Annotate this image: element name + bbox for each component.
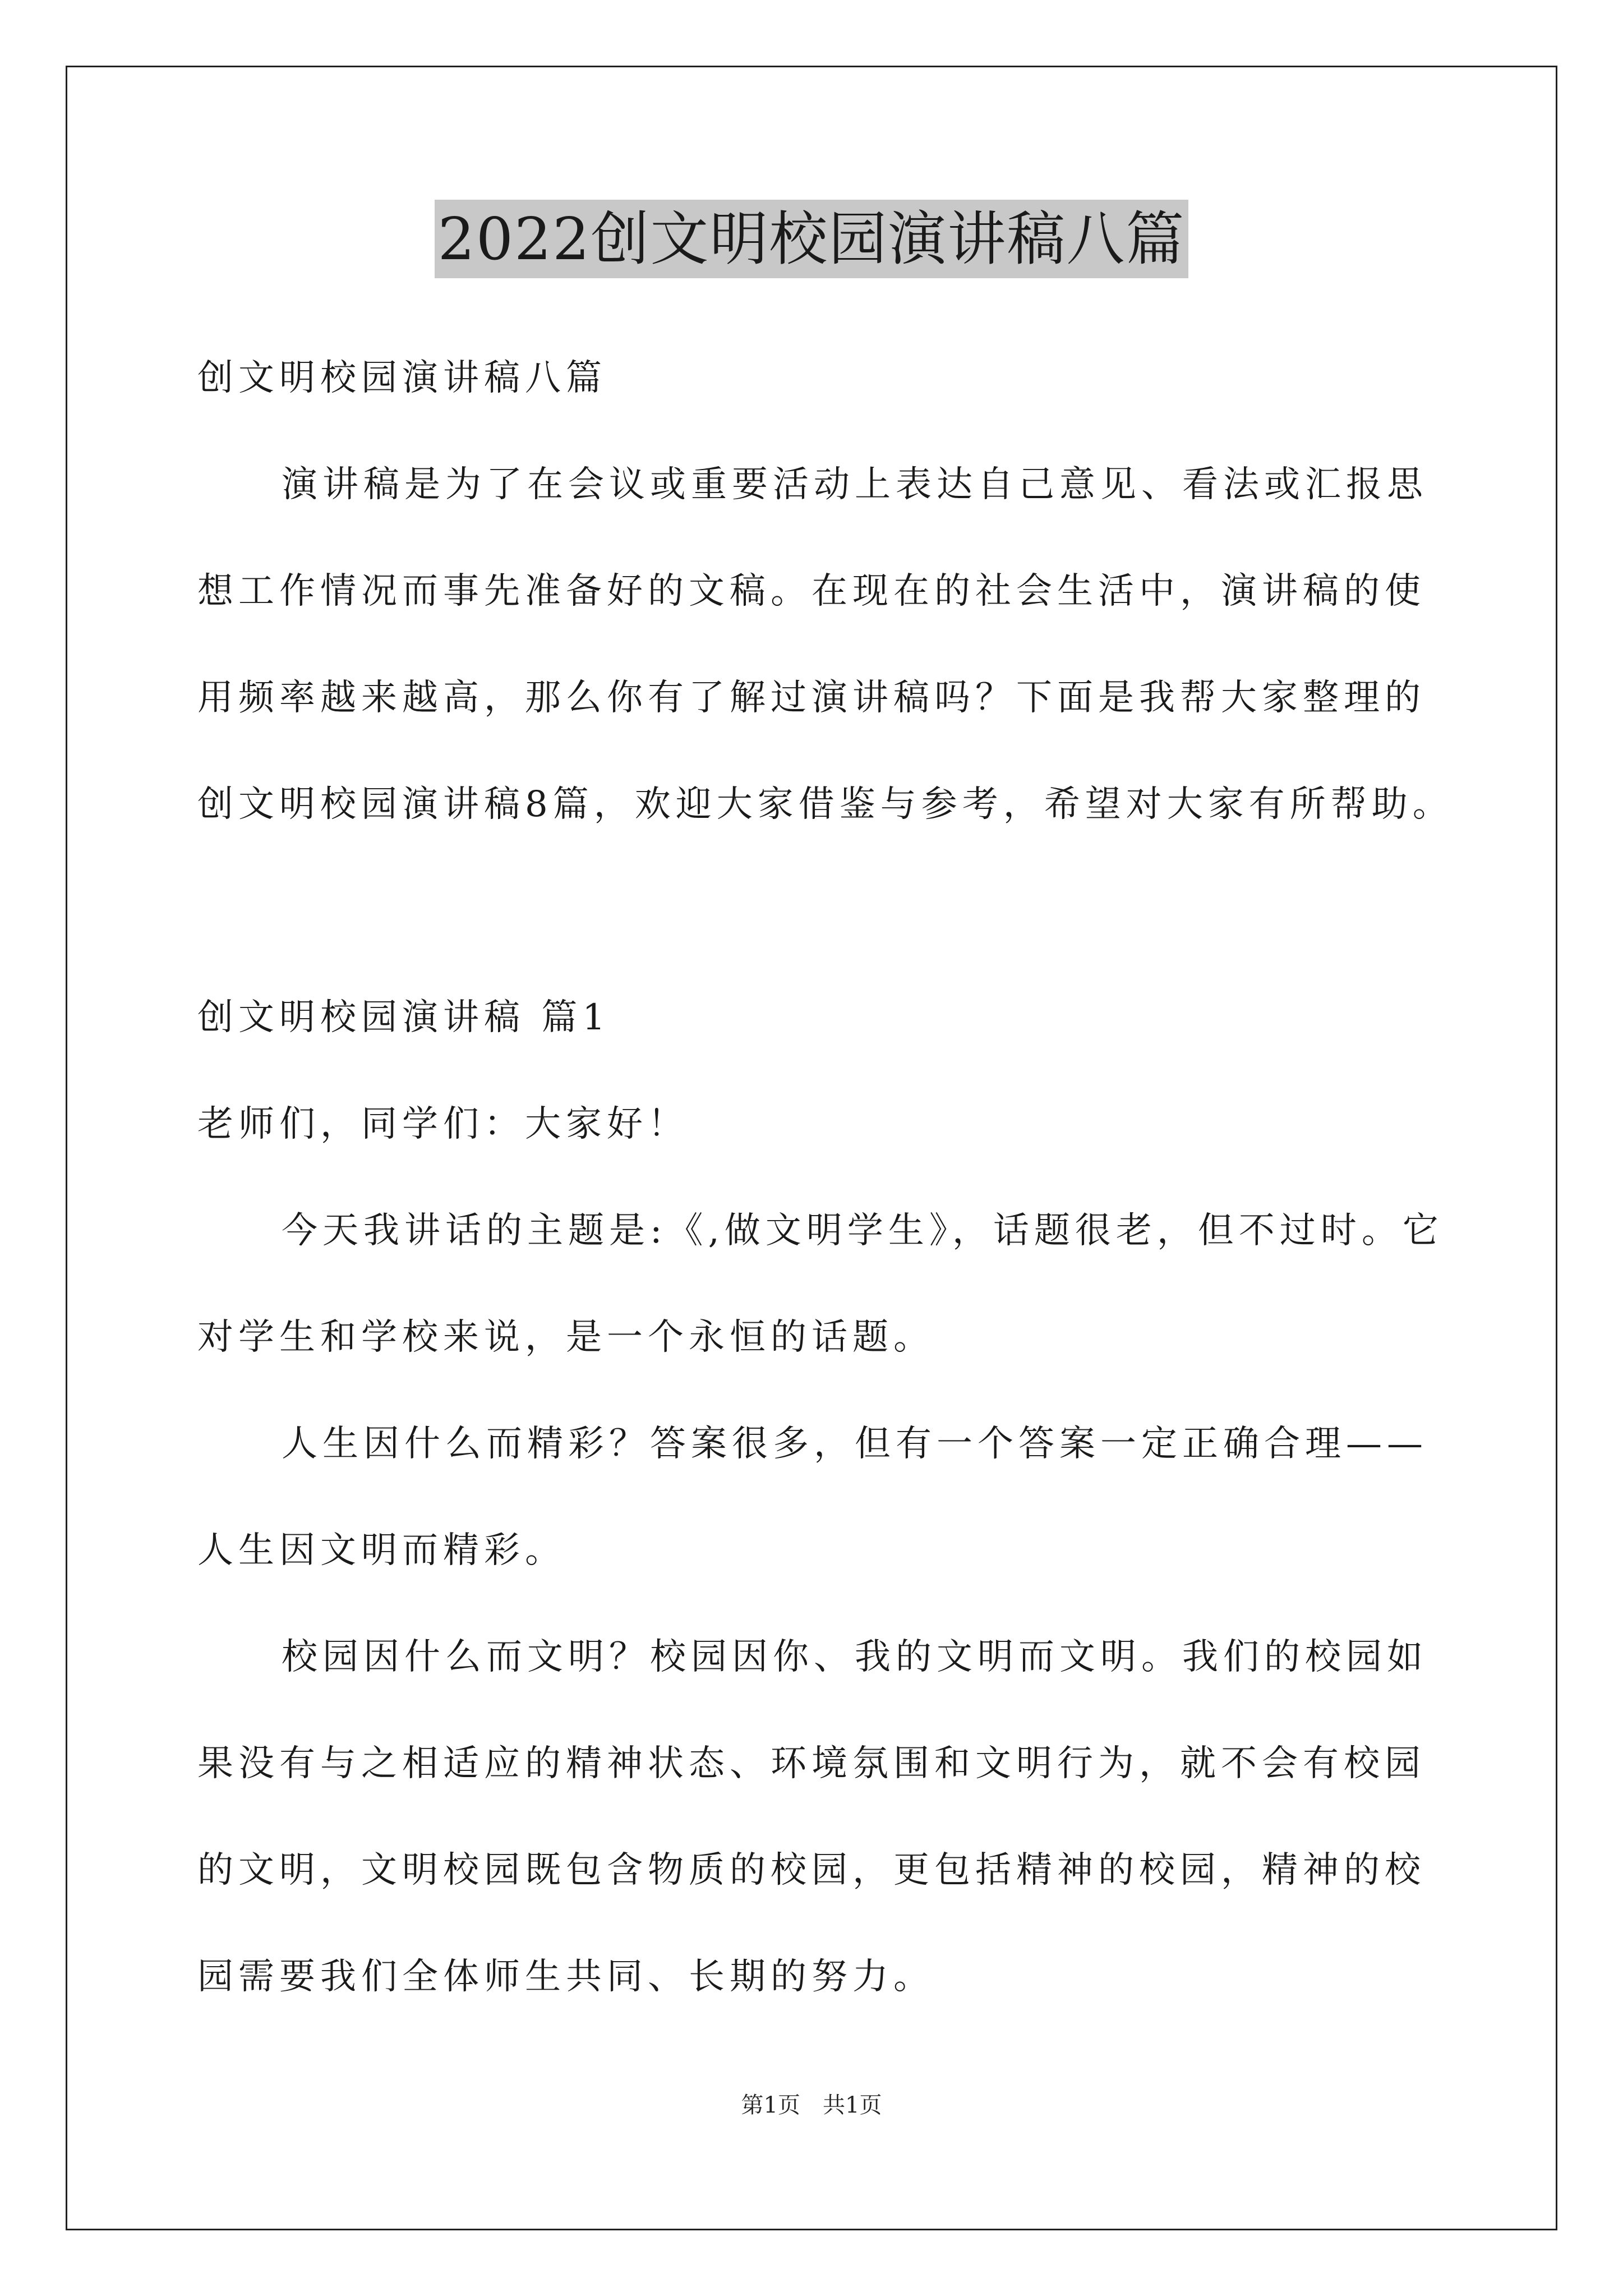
- document-title-text: 2022创文明校园演讲稿八篇: [435, 200, 1189, 278]
- intro-line-4: 创文明校园演讲稿8篇，欢迎大家借鉴与参考，希望对大家有所帮助。: [197, 784, 1454, 825]
- paragraph3-line-4: 园需要我们全体师生共同、长期的努力。: [197, 1956, 934, 1998]
- paragraph2-line-1: 人生因什么而精彩？答案很多，但有一个答案一定正确合理——: [282, 1423, 1428, 1465]
- section-heading: 创文明校园演讲稿 篇1: [197, 997, 611, 1038]
- greeting: 老师们，同学们：大家好！: [197, 1103, 689, 1145]
- paragraph3-line-2: 果没有与之相适应的精神状态、环境氛围和文明行为，就不会有校园: [197, 1743, 1426, 1784]
- paragraph2-line-2: 人生因文明而精彩。: [197, 1530, 566, 1571]
- paragraph1-line-2: 对学生和学校来说，是一个永恒的话题。: [197, 1317, 934, 1358]
- intro-line-2: 想工作情况而事先准备好的文稿。在现在的社会生活中，演讲稿的使: [197, 570, 1426, 612]
- paragraph3-line-3: 的文明，文明校园既包含物质的校园，更包括精神的校园，精神的校: [197, 1849, 1426, 1891]
- paragraph3-line-1: 校园因什么而文明？校园因你、我的文明而文明。我们的校园如: [282, 1636, 1428, 1678]
- page-footer: 第1页 共1页: [741, 2092, 882, 2118]
- intro-line-3: 用频率越来越高，那么你有了解过演讲稿吗？下面是我帮大家整理的: [197, 677, 1426, 719]
- subtitle: 创文明校园演讲稿八篇: [197, 357, 607, 399]
- intro-line-1: 演讲稿是为了在会议或重要活动上表达自己意见、看法或汇报思: [282, 464, 1428, 505]
- document-title: [0, 200, 1623, 278]
- paragraph1-line-1: 今天我讲话的主题是:《,做文明学生》，话题很老，但不过时。它: [282, 1210, 1444, 1251]
